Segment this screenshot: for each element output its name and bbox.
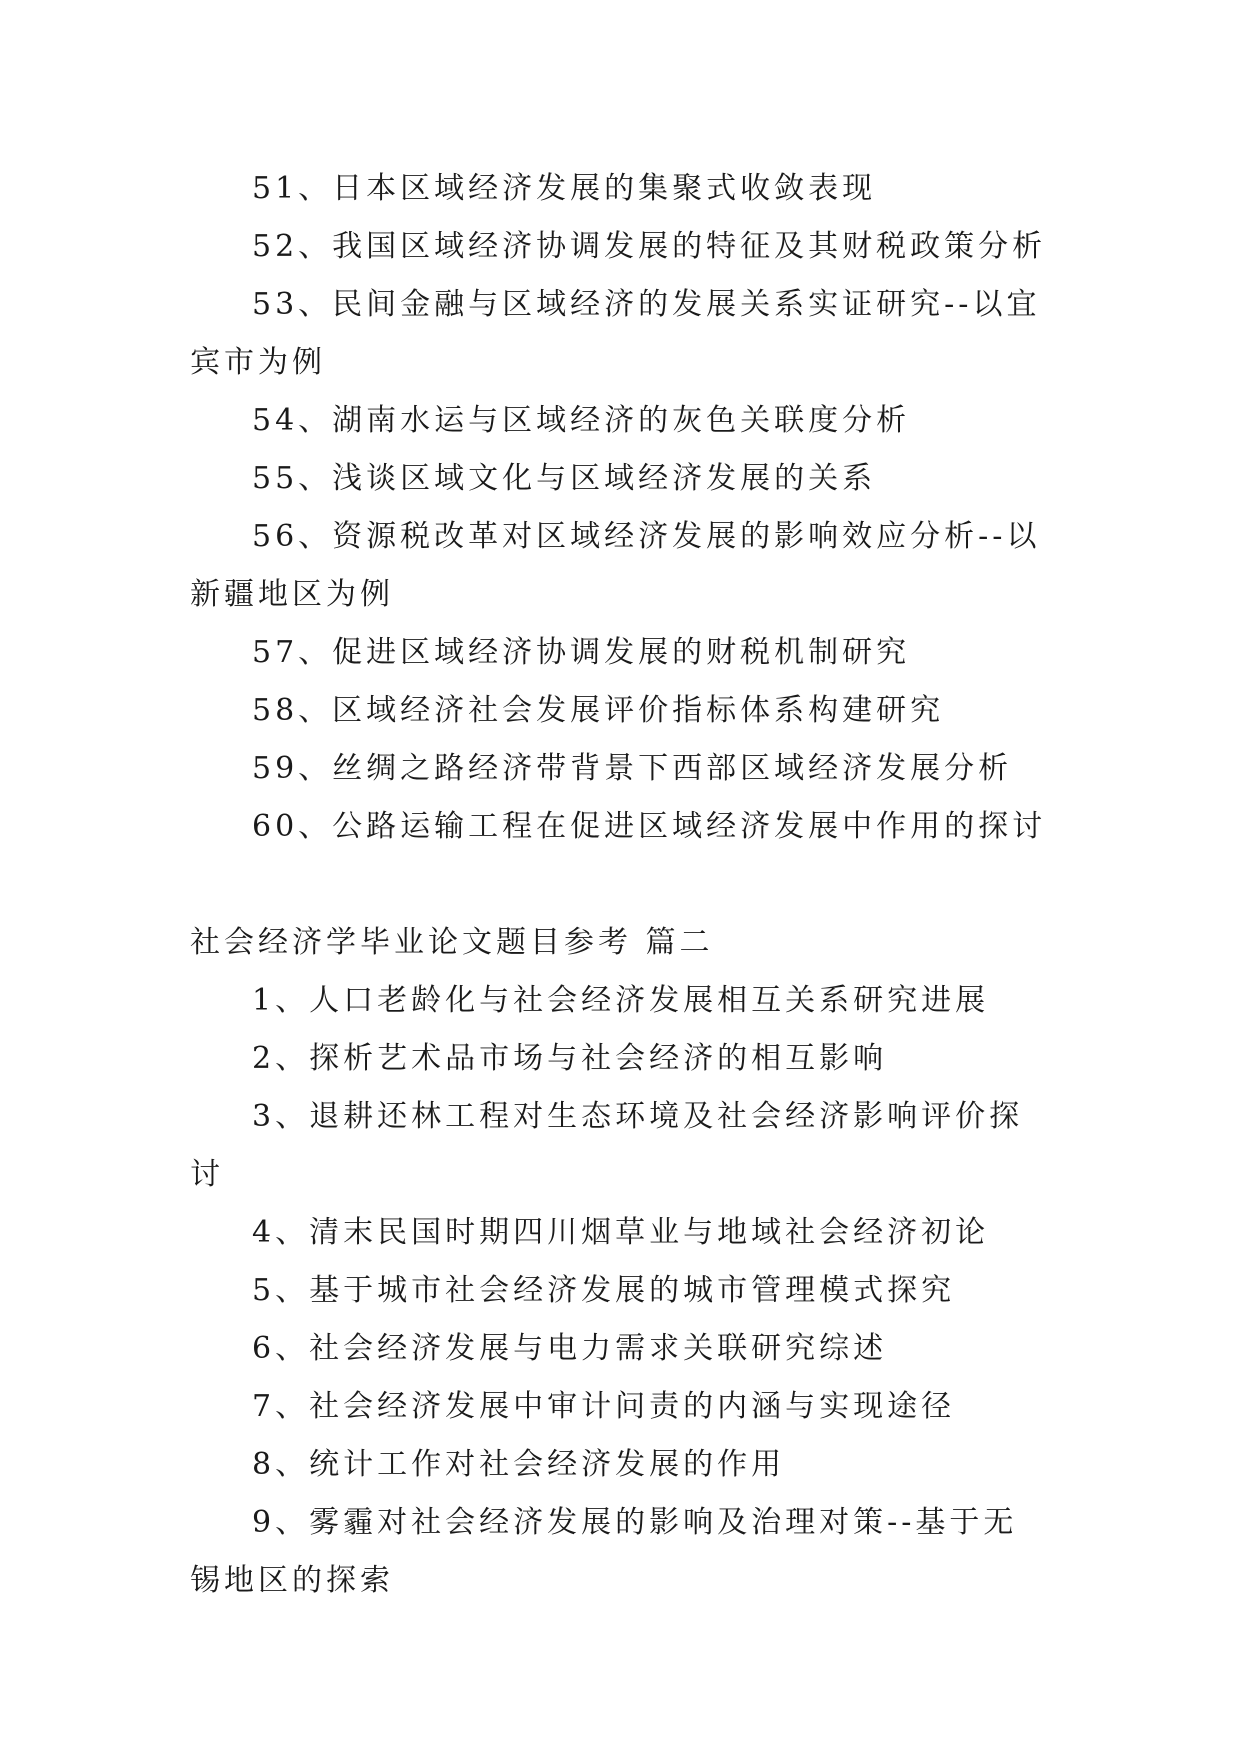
list-item: 52、我国区域经济协调发展的特征及其财税政策分析 (252, 229, 1047, 264)
list-item: 3、退耕还林工程对生态环境及社会经济影响评价探讨 (190, 1099, 1024, 1192)
list-item: 5、基于城市社会经济发展的城市管理模式探究 (252, 1273, 956, 1308)
document-body (190, 160, 1050, 1610)
list-item: 8、统计工作对社会经济发展的作用 (252, 1447, 786, 1482)
list-item: 60、公路运输工程在促进区域经济发展中作用的探讨 (252, 809, 1047, 844)
list-item: 51、日本区域经济发展的集聚式收敛表现 (252, 171, 877, 206)
list-item: 55、浅谈区域文化与区域经济发展的关系 (252, 461, 877, 496)
section-title: 社会经济学毕业论文题目参考 篇二 (190, 925, 714, 960)
list-item: 57、促进区域经济协调发展的财税机制研究 (252, 635, 911, 670)
list-item: 1、人口老龄化与社会经济发展相互关系研究进展 (252, 983, 990, 1018)
list-item: 2、探析艺术品市场与社会经济的相互影响 (252, 1041, 888, 1076)
list-item: 7、社会经济发展中审计问责的内涵与实现途径 (252, 1389, 956, 1424)
list-item: 6、社会经济发展与电力需求关联研究综述 (252, 1331, 888, 1366)
list-item: 58、区域经济社会发展评价指标体系构建研究 (252, 693, 945, 728)
list-item: 59、丝绸之路经济带背景下西部区域经济发展分析 (252, 751, 1013, 786)
list-item: 9、雾霾对社会经济发展的影响及治理对策--基于无锡地区的探索 (190, 1505, 1018, 1598)
list-item: 54、湖南水运与区域经济的灰色关联度分析 (252, 403, 911, 438)
list-item: 4、清末民国时期四川烟草业与地域社会经济初论 (252, 1215, 990, 1250)
section-spacer (190, 856, 1050, 914)
list-item: 53、民间金融与区域经济的发展关系实证研究--以宜宾市为例 (190, 287, 1041, 380)
list-item: 56、资源税改革对区域经济发展的影响效应分析--以新疆地区为例 (190, 519, 1041, 612)
